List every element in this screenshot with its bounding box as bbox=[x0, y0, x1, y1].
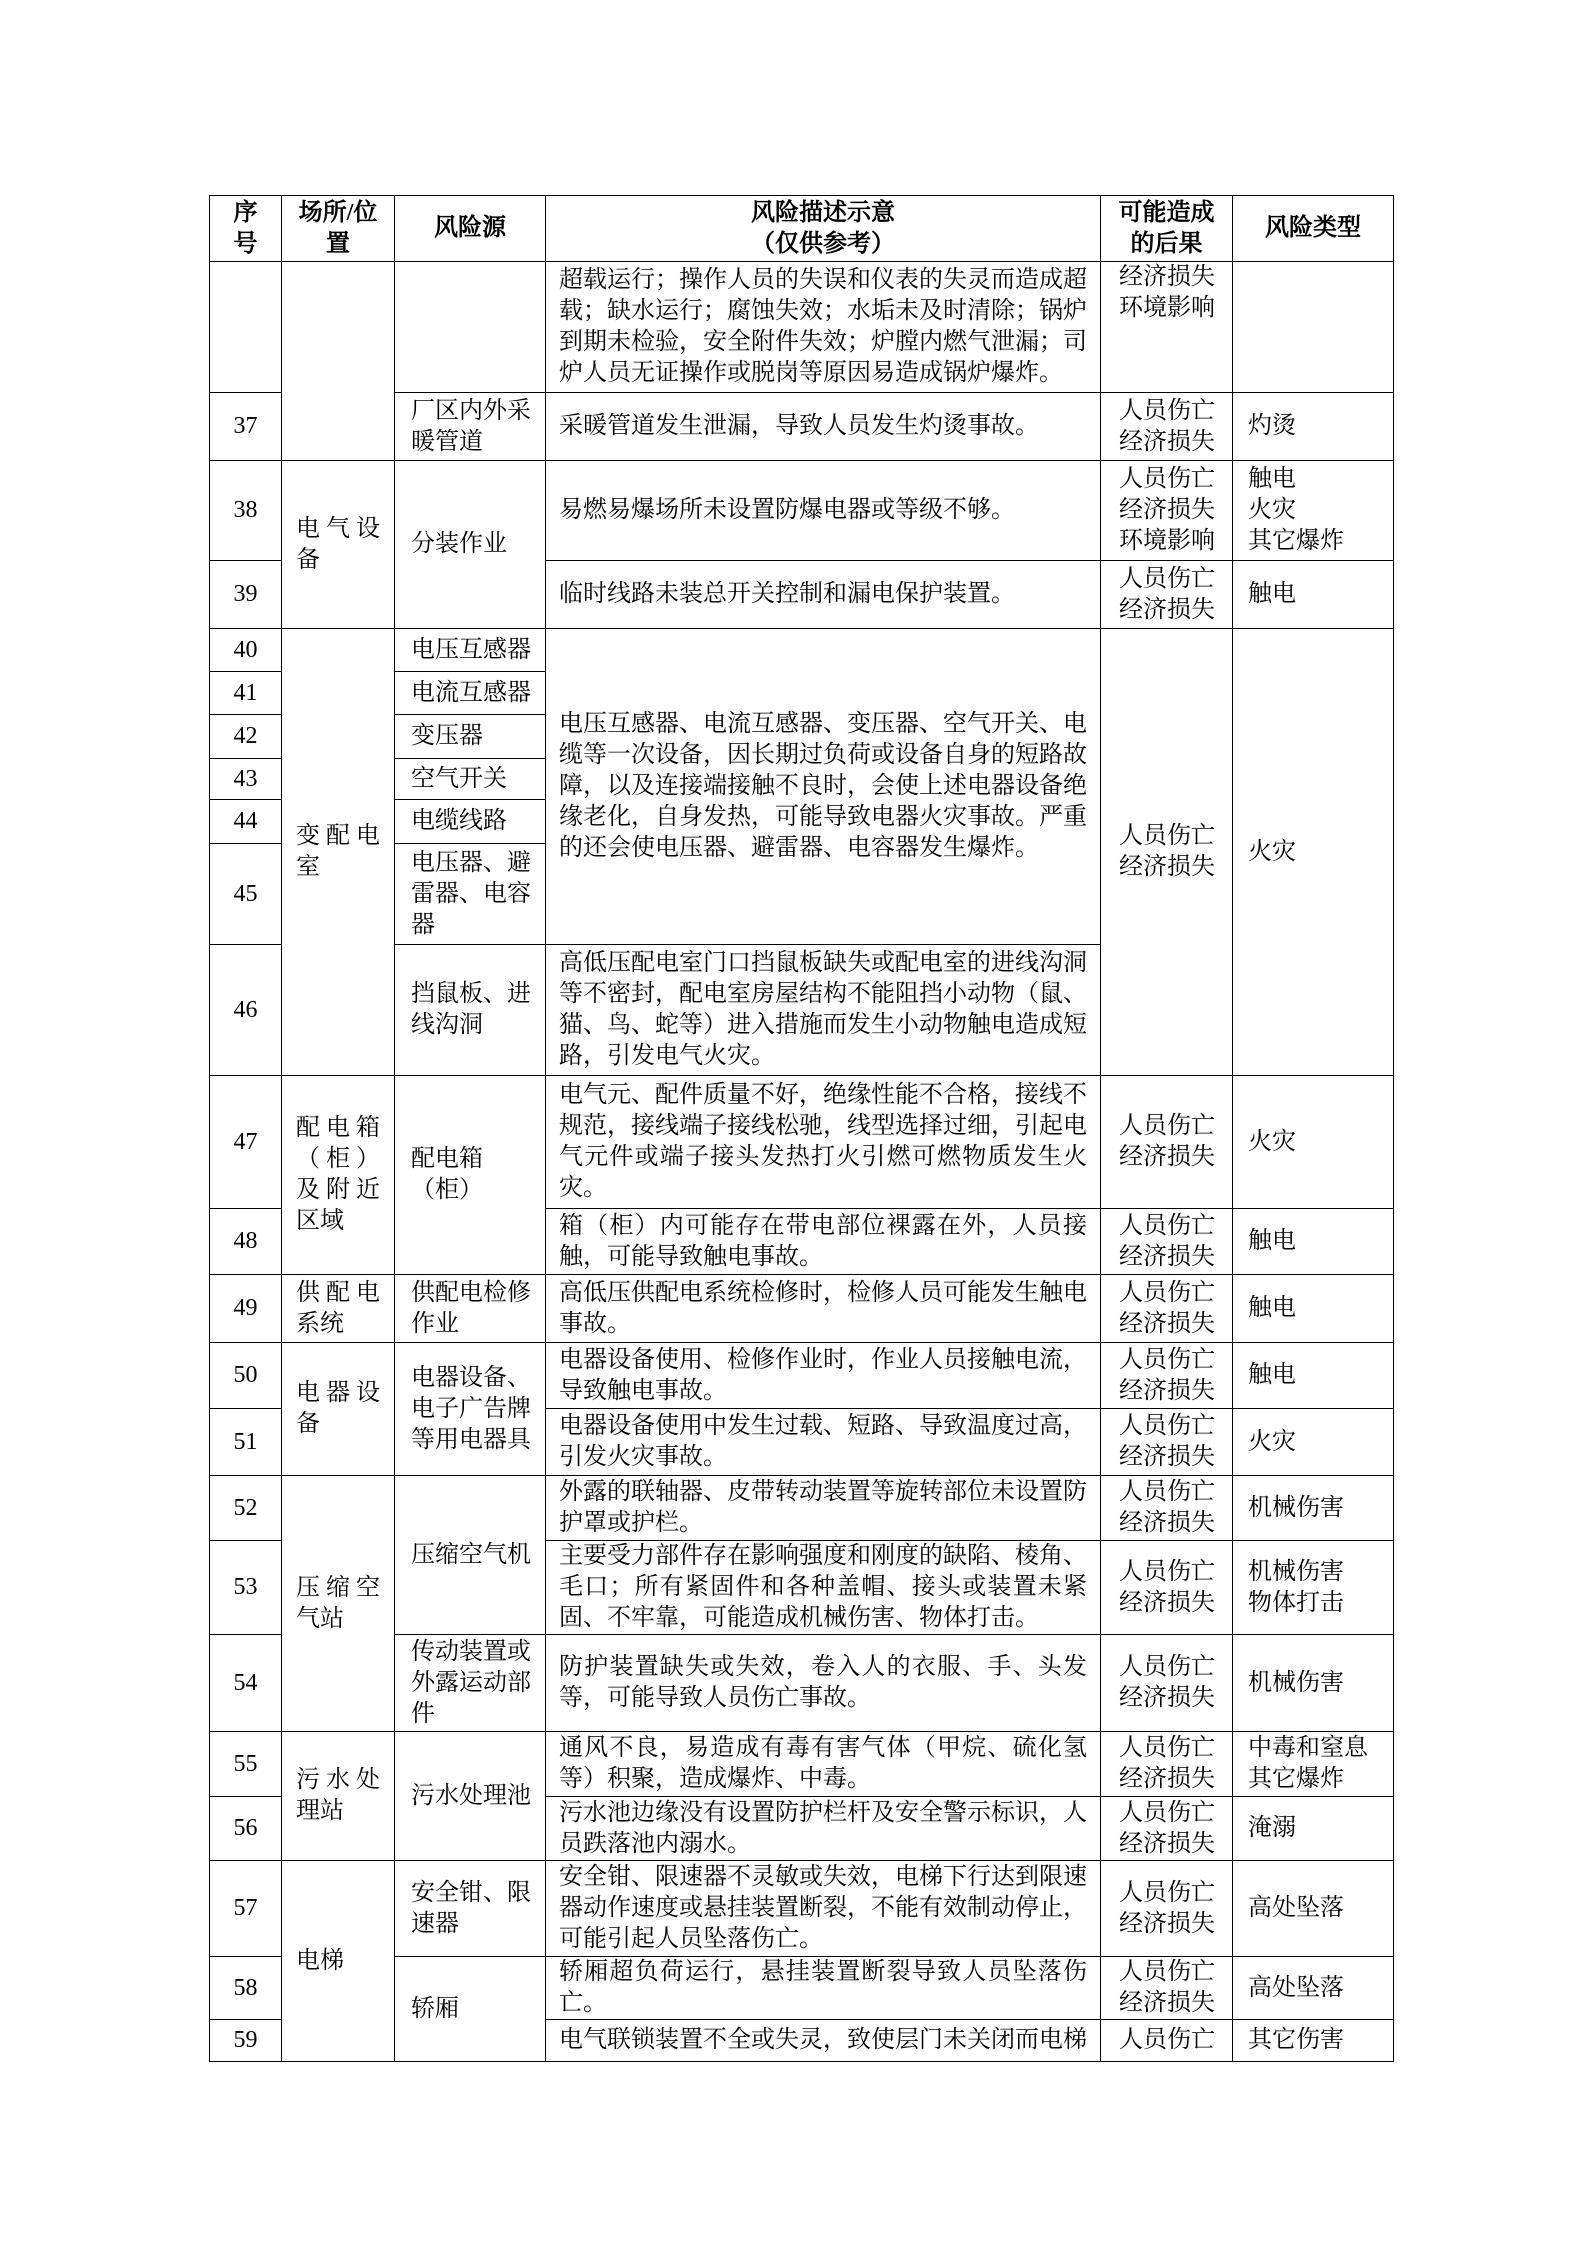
cell-consequence bbox=[1101, 1635, 1233, 1732]
consequence-item: 人员伤亡 bbox=[1119, 1346, 1215, 1373]
consequence-item: 人员伤亡 bbox=[1119, 1959, 1215, 1985]
consequence-item: 人员伤亡 bbox=[1119, 1113, 1215, 1139]
table-row bbox=[210, 1343, 1394, 1409]
cell-consequence bbox=[1101, 1957, 1233, 2020]
cell-description: 主要受力部件存在影响强度和刚度的缺陷、棱角、毛口；所有紧固件和各种盖帽、接头或装置未紧固、不牢靠，可能造成机械伤害、物体打击。 bbox=[546, 1541, 1101, 1635]
table-row bbox=[210, 1476, 1394, 1541]
cell-source: 供配电检修作业 bbox=[395, 1275, 546, 1343]
cell-risk-type bbox=[1233, 2020, 1394, 2062]
cell-consequence bbox=[1101, 1343, 1233, 1409]
consequence-item: 人员伤亡 bbox=[1119, 397, 1215, 424]
risk-type-item: 触电 bbox=[1248, 581, 1296, 607]
cell-source: 厂区内外采暖管道 bbox=[395, 393, 546, 461]
table-row bbox=[210, 629, 1394, 672]
risk-type-item: 机械伤害 bbox=[1248, 1494, 1344, 1521]
consequence-item: 经济损失 bbox=[1119, 1589, 1215, 1616]
cell-risk-type bbox=[1233, 262, 1394, 393]
cell-location: 变配电室 bbox=[282, 629, 395, 1076]
risk-type-item: 机械伤害 bbox=[1248, 1669, 1344, 1696]
header-description-note: （仅供参考） bbox=[751, 230, 895, 257]
cell-location: 电梯 bbox=[282, 1861, 395, 2062]
cell-location: 污水处理站 bbox=[282, 1732, 395, 1861]
risk-type-item: 其它爆炸 bbox=[1248, 528, 1344, 554]
cell-no: 59 bbox=[210, 2020, 282, 2062]
cell-consequence bbox=[1101, 629, 1233, 1076]
cell-source: 轿厢 bbox=[395, 1957, 546, 2062]
risk-type-item: 机械伤害 bbox=[1248, 1558, 1344, 1585]
cell-consequence bbox=[1101, 1541, 1233, 1635]
cell-no: 44 bbox=[210, 800, 282, 844]
cell-source: 配电箱（柜） bbox=[395, 1076, 546, 1275]
header-location: 场所/位置 bbox=[282, 196, 395, 262]
consequence-item: 经济损失 bbox=[1119, 1830, 1215, 1857]
cell-risk-type bbox=[1233, 561, 1394, 629]
header-risk-type: 风险类型 bbox=[1233, 196, 1394, 262]
cell-description: 采暖管道发生泄漏，导致人员发生灼烫事故。 bbox=[546, 393, 1101, 461]
consequence-item: 环境影响 bbox=[1119, 528, 1215, 554]
table-row bbox=[210, 1275, 1394, 1343]
cell-risk-type bbox=[1233, 1076, 1394, 1209]
cell-no: 39 bbox=[210, 561, 282, 629]
cell-no: 46 bbox=[210, 945, 282, 1076]
risk-type-item: 触电 bbox=[1248, 466, 1296, 492]
cell-no: 58 bbox=[210, 1957, 282, 2020]
risk-type-item: 触电 bbox=[1248, 1362, 1296, 1388]
cell-source: 污水处理池 bbox=[395, 1732, 546, 1861]
consequence-item: 经济损失 bbox=[1119, 1243, 1215, 1270]
risk-type-item: 中毒和窒息 bbox=[1248, 1735, 1368, 1761]
cell-source: 电压器、避雷器、电容器 bbox=[395, 844, 546, 945]
table-row bbox=[210, 1861, 1394, 1957]
risk-type-item: 淹溺 bbox=[1248, 1815, 1296, 1841]
risk-type-item: 火灾 bbox=[1248, 838, 1296, 865]
cell-description: 防护装置缺失或失效，卷入人的衣服、手、头发等，可能导致人员伤亡事故。 bbox=[546, 1635, 1101, 1732]
consequence-item: 人员伤亡 bbox=[1119, 1479, 1215, 1505]
cell-location: 供配电系统 bbox=[282, 1275, 395, 1343]
header-description-title: 风险描述示意 bbox=[751, 199, 895, 226]
consequence-item: 人员伤亡 bbox=[1119, 823, 1215, 849]
cell-consequence bbox=[1101, 1861, 1233, 1957]
cell-description: 电气元、配件质量不好，绝缘性能不合格，接线不规范，接线端子接线松驰，线型选择过细，引起电气元件或端子接头发热打火引燃可燃物质发生火灾。 bbox=[546, 1076, 1101, 1209]
cell-consequence bbox=[1101, 1209, 1233, 1275]
cell-no: 40 bbox=[210, 629, 282, 672]
cell-no: 42 bbox=[210, 715, 282, 759]
cell-no: 53 bbox=[210, 1541, 282, 1635]
risk-table bbox=[209, 195, 1394, 2062]
cell-no: 57 bbox=[210, 1861, 282, 1957]
cell-no: 51 bbox=[210, 1409, 282, 1476]
consequence-item: 人员伤亡 bbox=[1119, 1879, 1215, 1906]
header-row bbox=[210, 196, 1394, 262]
cell-no: 52 bbox=[210, 1476, 282, 1541]
cell-no: 56 bbox=[210, 1797, 282, 1861]
cell-source: 压缩空气机 bbox=[395, 1476, 546, 1635]
consequence-item: 人员伤亡 bbox=[1119, 1654, 1215, 1680]
cell-source: 电器设备、电子广告牌等用电器具 bbox=[395, 1343, 546, 1476]
cell-location bbox=[282, 262, 395, 461]
cell-description: 电压互感器、电流互感器、变压器、空气开关、电缆等一次设备，因长期过负荷或设备自身的短路故障，以及连接端接触不良时，会使上述电器设备绝缘老化，自身发热，可能导致电器火灾事故。严重的还会使电压器、避雷器、电容器发生爆炸。 bbox=[546, 629, 1101, 945]
cell-description: 电器设备使用、检修作业时，作业人员接触电流，导致触电事故。 bbox=[546, 1343, 1101, 1409]
consequence-item: 经济损失 bbox=[1119, 1377, 1215, 1404]
consequence-item: 人员伤亡 bbox=[1119, 1212, 1215, 1239]
consequence-item: 经济损失 bbox=[1119, 1444, 1215, 1470]
cell-description: 污水池边缘没有设置防护栏杆及安全警示标识，人员跌落池内溺水。 bbox=[546, 1797, 1101, 1861]
cell-location: 压缩空气站 bbox=[282, 1476, 395, 1732]
cell-risk-type bbox=[1233, 1861, 1394, 1957]
cell-risk-type bbox=[1233, 629, 1394, 1076]
risk-type-item: 物体打击 bbox=[1248, 1589, 1344, 1616]
consequence-item: 经济损失 bbox=[1119, 428, 1215, 455]
consequence-item: 经济损失 bbox=[1119, 1766, 1215, 1792]
cell-description: 临时线路未装总开关控制和漏电保护装置。 bbox=[546, 561, 1101, 629]
cell-description: 电器设备使用中发生过载、短路、导致温度过高，引发火灾事故。 bbox=[546, 1409, 1101, 1476]
cell-risk-type bbox=[1233, 1957, 1394, 2020]
cell-no: 50 bbox=[210, 1343, 282, 1409]
header-description bbox=[546, 196, 1101, 262]
cell-source: 挡鼠板、进线沟洞 bbox=[395, 945, 546, 1076]
cell-no: 54 bbox=[210, 1635, 282, 1732]
cell-description: 轿厢超负荷运行，悬挂装置断裂导致人员坠落伤亡。 bbox=[546, 1957, 1101, 2020]
risk-type-item: 其它爆炸 bbox=[1248, 1766, 1344, 1792]
consequence-item: 人员伤亡 bbox=[1119, 1279, 1215, 1306]
risk-type-item: 触电 bbox=[1248, 1228, 1296, 1254]
risk-type-item: 火灾 bbox=[1248, 1128, 1296, 1155]
cell-location: 电气设备 bbox=[282, 461, 395, 629]
consequence-item: 人员伤亡 bbox=[1119, 1558, 1215, 1585]
cell-consequence bbox=[1101, 1732, 1233, 1797]
cell-risk-type bbox=[1233, 1541, 1394, 1635]
consequence-item: 经济损失 bbox=[1119, 1685, 1215, 1711]
consequence-item: 人员伤亡 bbox=[1119, 1799, 1215, 1826]
cell-location: 配电箱（柜）及附近区域 bbox=[282, 1076, 395, 1275]
cell-risk-type bbox=[1233, 1409, 1394, 1476]
risk-type-item: 其它伤害 bbox=[1248, 2027, 1344, 2053]
risk-type-item: 火灾 bbox=[1248, 497, 1296, 523]
consequence-item: 经济损失 bbox=[1119, 854, 1215, 880]
cell-consequence bbox=[1101, 262, 1233, 393]
cell-no: 49 bbox=[210, 1275, 282, 1343]
table-row bbox=[210, 461, 1394, 561]
header-no: 序号 bbox=[210, 196, 282, 262]
cell-description: 安全钳、限速器不灵敏或失效，电梯下行达到限速器动作速度或悬挂装置断裂，不能有效制动停止，可能引起人员坠落伤亡。 bbox=[546, 1861, 1101, 1957]
consequence-item: 经济损失 bbox=[1119, 596, 1215, 623]
table-row bbox=[210, 1732, 1394, 1797]
cell-no: 55 bbox=[210, 1732, 282, 1797]
cell-no bbox=[210, 262, 282, 393]
cell-risk-type bbox=[1233, 461, 1394, 561]
cell-description: 电气联锁装置不全或失灵，致使层门未关闭而电梯 bbox=[546, 2020, 1101, 2062]
cell-consequence bbox=[1101, 1275, 1233, 1343]
cell-risk-type bbox=[1233, 393, 1394, 461]
cell-no: 43 bbox=[210, 759, 282, 800]
consequence-item: 人员伤亡 bbox=[1119, 466, 1215, 492]
risk-type-item: 触电 bbox=[1248, 1295, 1296, 1321]
risk-type-item: 高处坠落 bbox=[1248, 1895, 1344, 1921]
table-row bbox=[210, 262, 1394, 393]
cell-source: 电压互感器 bbox=[395, 629, 546, 672]
consequence-item: 经济损失 bbox=[1119, 1310, 1215, 1337]
consequence-item: 人员伤亡 bbox=[1119, 1413, 1215, 1439]
cell-source: 变压器 bbox=[395, 715, 546, 759]
cell-description: 易燃易爆场所未设置防爆电器或等级不够。 bbox=[546, 461, 1101, 561]
cell-consequence bbox=[1101, 561, 1233, 629]
cell-description: 外露的联轴器、皮带转动装置等旋转部位未设置防护罩或护栏。 bbox=[546, 1476, 1101, 1541]
cell-no: 48 bbox=[210, 1209, 282, 1275]
table-row bbox=[210, 1076, 1394, 1209]
cell-consequence bbox=[1101, 1797, 1233, 1861]
cell-source: 安全钳、限速器 bbox=[395, 1861, 546, 1957]
cell-consequence bbox=[1101, 461, 1233, 561]
cell-source: 分装作业 bbox=[395, 461, 546, 629]
consequence-item: 经济损失 bbox=[1119, 497, 1215, 523]
cell-source: 电流互感器 bbox=[395, 672, 546, 715]
cell-risk-type bbox=[1233, 1343, 1394, 1409]
consequence-item: 人员伤亡 bbox=[1119, 2027, 1215, 2053]
cell-no: 38 bbox=[210, 461, 282, 561]
cell-source bbox=[395, 262, 546, 393]
consequence-item: 经济损失 bbox=[1119, 1910, 1215, 1937]
cell-consequence bbox=[1101, 1476, 1233, 1541]
cell-consequence bbox=[1101, 1076, 1233, 1209]
cell-description: 超载运行；操作人员的失误和仪表的失灵而造成超载；缺水运行；腐蚀失效；水垢未及时清除；锅炉到期未检验，安全附件失效；炉膛内燃气泄漏；司炉人员无证操作或脱岗等原因易造成锅炉爆炸。 bbox=[546, 262, 1101, 393]
cell-risk-type bbox=[1233, 1476, 1394, 1541]
consequence-item: 环境影响 bbox=[1119, 295, 1215, 321]
cell-description: 箱（柜）内可能存在带电部位裸露在外，人员接触，可能导致触电事故。 bbox=[546, 1209, 1101, 1275]
cell-consequence bbox=[1101, 2020, 1233, 2062]
header-source: 风险源 bbox=[395, 196, 546, 262]
header-consequence: 可能造成的后果 bbox=[1101, 196, 1233, 262]
consequence-item: 经济损失 bbox=[1119, 1990, 1215, 2016]
cell-risk-type bbox=[1233, 1732, 1394, 1797]
risk-type-item: 火灾 bbox=[1248, 1428, 1296, 1455]
risk-type-item: 高处坠落 bbox=[1248, 1974, 1344, 2001]
cell-risk-type bbox=[1233, 1797, 1394, 1861]
cell-no: 37 bbox=[210, 393, 282, 461]
cell-consequence bbox=[1101, 1409, 1233, 1476]
cell-no: 47 bbox=[210, 1076, 282, 1209]
cell-no: 41 bbox=[210, 672, 282, 715]
cell-risk-type bbox=[1233, 1275, 1394, 1343]
cell-description: 高低压供配电系统检修时，检修人员可能发生触电事故。 bbox=[546, 1275, 1101, 1343]
cell-no: 45 bbox=[210, 844, 282, 945]
consequence-item: 经济损失 bbox=[1119, 264, 1215, 290]
cell-location: 电器设备 bbox=[282, 1343, 395, 1476]
consequence-item: 经济损失 bbox=[1119, 1510, 1215, 1536]
consequence-item: 人员伤亡 bbox=[1119, 565, 1215, 592]
cell-source: 传动装置或外露运动部件 bbox=[395, 1635, 546, 1732]
cell-risk-type bbox=[1233, 1209, 1394, 1275]
cell-source: 空气开关 bbox=[395, 759, 546, 800]
consequence-item: 人员伤亡 bbox=[1119, 1735, 1215, 1761]
risk-type-item: 灼烫 bbox=[1248, 413, 1296, 439]
cell-risk-type bbox=[1233, 1635, 1394, 1732]
cell-source: 电缆线路 bbox=[395, 800, 546, 844]
cell-description: 高低压配电室门口挡鼠板缺失或配电室的进线沟洞等不密封，配电室房屋结构不能阻挡小动物（鼠、猫、鸟、蛇等）进入措施而发生小动物触电造成短路，引发电气火灾。 bbox=[546, 945, 1101, 1076]
consequence-item: 经济损失 bbox=[1119, 1144, 1215, 1170]
cell-description: 通风不良，易造成有毒有害气体（甲烷、硫化氢等）积聚，造成爆炸、中毒。 bbox=[546, 1732, 1101, 1797]
cell-consequence bbox=[1101, 393, 1233, 461]
